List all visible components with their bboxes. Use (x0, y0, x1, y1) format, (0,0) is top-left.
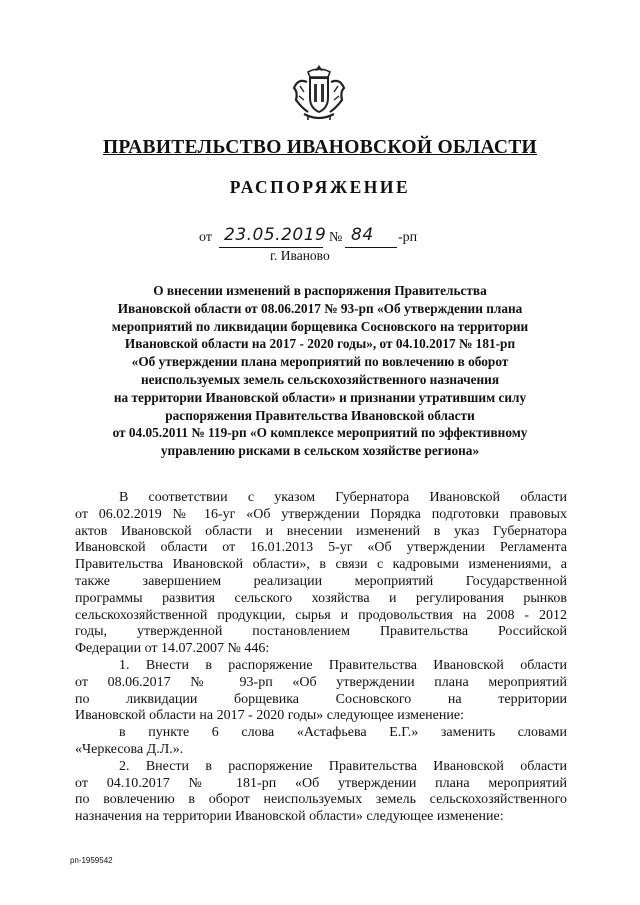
body-line: назначения на территории Ивановской области» следующее изменение: (75, 809, 504, 825)
body-line: «Черкесова Д.Л.». (75, 741, 184, 757)
body-line: Правительства Ивановской области», в связи с кадровыми изменениями, а (75, 557, 567, 573)
body-line: по вовлечению в оборот неиспользуемых земель сельскохозяйственного (75, 792, 567, 808)
footer-code: рп-1959542 (70, 856, 113, 865)
body-line: также завершением реализации мероприятий Государственной (75, 573, 567, 589)
date-prefix: от (199, 230, 212, 245)
number-suffix: -рп (398, 230, 418, 245)
handwritten-number: 84 (351, 225, 374, 245)
subject-line: мероприятий по ликвидации борщевика Сосновского на территории (111, 318, 529, 334)
body-line: 1. Внести в распоряжение Правительства Ивановской области (119, 657, 567, 673)
body-line: от 06.02.2019 № 16-уг «Об утверждении Порядка подготовки правовых (75, 506, 567, 522)
body-line: Ивановской области от 16.01.2013 5-уг «Об утверждении Регламента (75, 540, 567, 556)
body-line: программы развития сельского хозяйства и регулирования рынков (75, 590, 567, 606)
document-type-title: РАСПОРЯЖЕНИЕ (229, 177, 411, 197)
body-line: по ликвидации борщевика Сосновского на территории (75, 691, 567, 707)
body-line: В соответствии с указом Губернатора Ивановской области (119, 490, 567, 505)
body-line: 2. Внести в распоряжение Правительства Ивановской области (119, 758, 567, 774)
body-line: сельскохозяйственной продукции, сырья и продовольствия на 2008 - 2012 (75, 607, 567, 623)
subject-line: неиспользуемых земель сельскохозяйственного назначения (140, 371, 500, 387)
body-line: Ивановской области на 2017 - 2020 годы» следующее изменение: (75, 708, 464, 724)
body-line: в пункте 6 слова «Астафьева Е.Г.» заменить словами (119, 725, 567, 741)
document-body (75, 490, 567, 826)
body-line: Федерации от 14.07.2007 № 446: (75, 641, 270, 657)
subject-line: Ивановской области от 08.06.2017 № 93-рп «Об утверждении плана (117, 300, 523, 316)
number-underline (345, 247, 397, 248)
handwritten-date: 23.05.2019 (224, 225, 327, 245)
body-line: от 08.06.2017 № 93-рп «Об утверждении плана мероприятий (75, 674, 567, 690)
city-name: г. Иваново (270, 248, 330, 263)
organization-title: ПРАВИТЕЛЬСТВО ИВАНОВСКОЙ ОБЛАСТИ (102, 137, 538, 158)
body-line: от 04.10.2017 № 181-рп «Об утверждении плана мероприятий (75, 775, 567, 791)
document-subject (72, 282, 568, 460)
subject-line: от 04.05.2011 № 119-рп «О комплексе мероприятий по эффективному (112, 425, 528, 441)
body-line: годы, утвержденной постановлением Правительства Российской (75, 624, 567, 640)
subject-line: на территории Ивановской области» и признании утратившим силу (113, 389, 527, 405)
number-prefix: № (329, 230, 343, 245)
body-line: актов Ивановской области и внесении изменений в указ Губернатора (75, 523, 567, 539)
subject-line: О внесении изменений в распоряжения Правительства (153, 283, 487, 298)
subject-line: «Об утверждении плана мероприятий по вовлечению в оборот (131, 354, 509, 370)
coat-of-arms-icon (290, 62, 348, 124)
subject-line: Ивановской области на 2017 - 2020 годы», от 04.10.2017 № 181-рп (124, 336, 516, 352)
subject-line: управлению рисками в сельском хозяйстве региона» (160, 443, 480, 459)
subject-line: распоряжения Правительства Ивановской области (165, 407, 475, 423)
